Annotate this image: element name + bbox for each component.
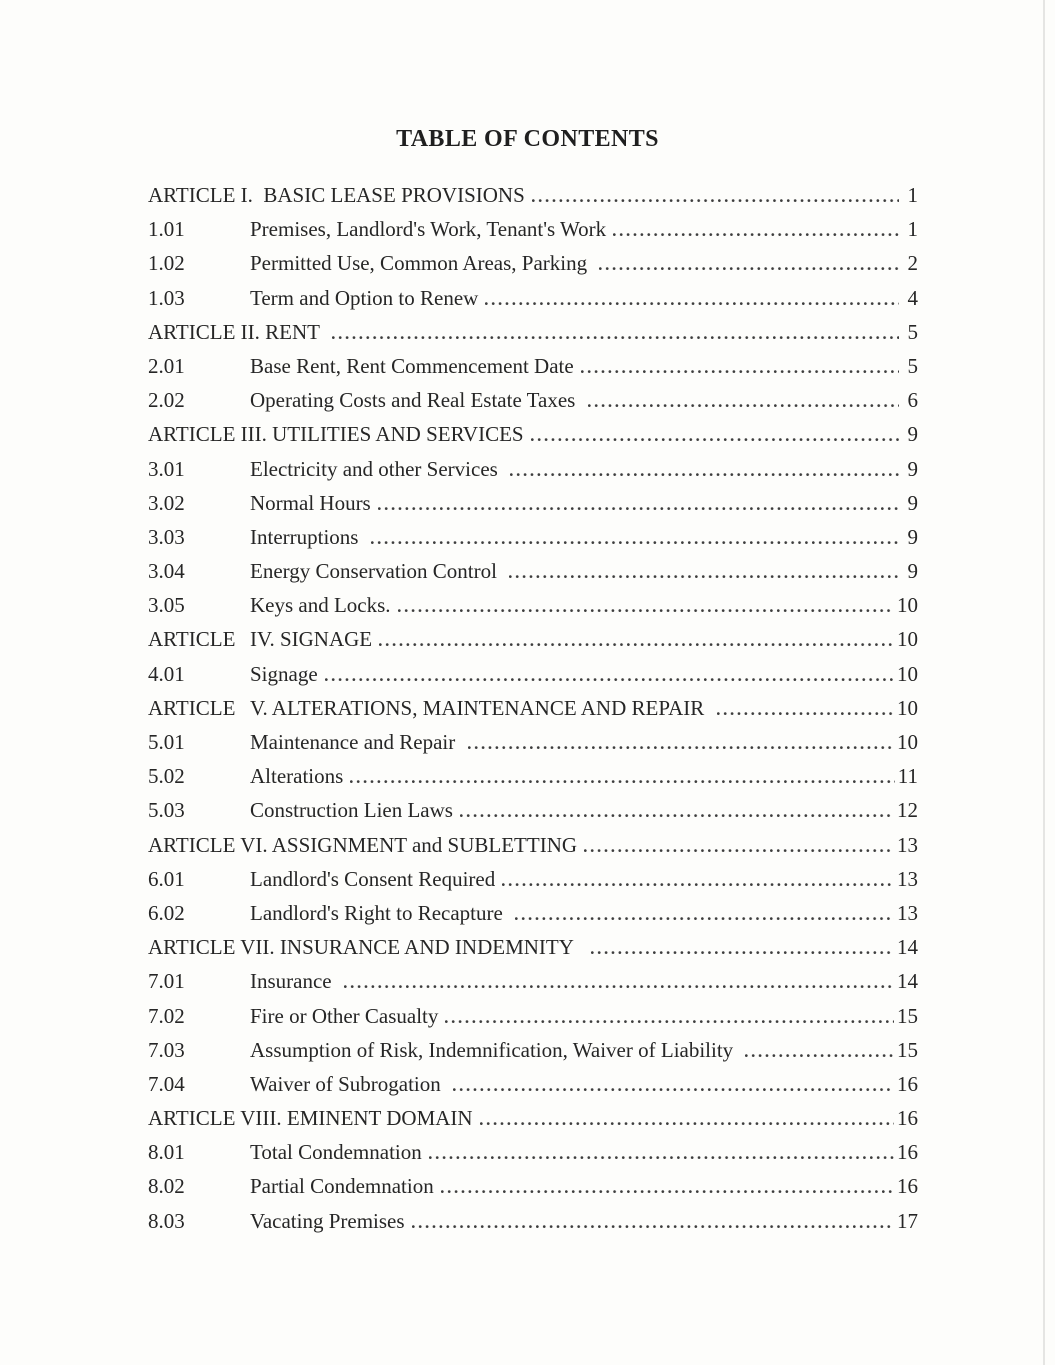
entry-page: 13 <box>897 900 918 925</box>
entry-title: Operating Costs and Real Estate Taxes <box>250 388 581 413</box>
dotted-leader <box>429 1155 894 1159</box>
entry-title: Signage <box>250 661 318 686</box>
entry-page: 14 <box>897 969 918 994</box>
entry-number: 5.02 <box>148 764 185 789</box>
toc-entry <box>148 281 918 315</box>
entry-title: Vacating Premises <box>250 1208 405 1233</box>
toc-entry <box>148 828 918 862</box>
entry-page: 16 <box>897 1106 918 1131</box>
dotted-leader <box>344 984 894 988</box>
entry-number: 8.03 <box>148 1208 185 1233</box>
dotted-leader <box>480 1121 894 1125</box>
scan-edge-artifact <box>1043 0 1045 1365</box>
entry-number: 8.02 <box>148 1174 185 1199</box>
toc-entry <box>148 793 918 827</box>
entry-number: 3.02 <box>148 490 185 515</box>
entry-title: Total Condemnation <box>250 1140 422 1165</box>
toc-entry <box>148 246 918 280</box>
dotted-leader <box>412 1224 894 1228</box>
toc-entry <box>148 691 918 725</box>
entry-number: 3.03 <box>148 524 185 549</box>
toc-entry <box>148 1204 918 1238</box>
dotted-leader <box>591 950 894 954</box>
toc-entry <box>148 383 918 417</box>
entry-number: 5.01 <box>148 730 185 754</box>
entry-title: Insurance <box>250 969 337 994</box>
dotted-leader <box>378 506 899 510</box>
dotted-leader <box>584 848 894 852</box>
entry-title: Base Rent, Rent Commencement Date <box>250 353 574 378</box>
toc-entry <box>148 1033 918 1067</box>
entry-number: ARTICLE <box>148 627 236 652</box>
toc-entry <box>148 964 918 998</box>
toc-entry <box>148 622 918 656</box>
entry-page: 10 <box>897 593 918 618</box>
toc-entry <box>148 1135 918 1169</box>
dotted-leader <box>453 1087 894 1091</box>
entry-page: 5 <box>907 353 918 378</box>
entry-number: 7.04 <box>148 1071 185 1096</box>
entry-page: 11 <box>897 764 918 789</box>
entry-number: 1.02 <box>148 251 185 276</box>
entry-number: ARTICLE <box>148 695 236 720</box>
toc-entry <box>148 315 918 349</box>
toc-entry <box>148 759 918 793</box>
entry-page: 14 <box>897 935 918 960</box>
toc-entry <box>148 1101 918 1135</box>
dotted-leader <box>613 232 899 236</box>
dotted-leader <box>509 574 899 578</box>
toc-entry <box>148 930 918 964</box>
toc-list <box>148 178 918 1238</box>
entry-number: 4.01 <box>148 661 185 686</box>
dotted-leader <box>532 198 899 202</box>
entry-number: 6.01 <box>148 866 185 891</box>
entry-page: 13 <box>897 832 918 857</box>
dotted-leader <box>510 472 899 476</box>
entry-page: 9 <box>907 559 918 584</box>
entry-title: Assumption of Risk, Indemnification, Waiver of Liability <box>250 1037 739 1062</box>
dotted-leader <box>379 642 894 646</box>
entry-page: 6 <box>907 388 918 413</box>
entry-page: 4 <box>907 285 918 310</box>
entry-number: 2.01 <box>148 353 185 378</box>
entry-title: Interruptions <box>250 524 364 549</box>
dotted-leader <box>515 916 894 920</box>
dotted-leader <box>441 1189 894 1193</box>
entry-page: 12 <box>897 798 918 823</box>
dotted-leader <box>599 266 899 270</box>
entry-title: ARTICLE VI. ASSIGNMENT and SUBLETTING <box>148 832 578 857</box>
entry-title: Partial Condemnation <box>250 1174 434 1199</box>
entry-title: ARTICLE II. RENT <box>148 319 325 344</box>
dotted-leader <box>468 745 895 749</box>
entry-title: Electricity and other Services <box>250 456 504 481</box>
dotted-leader <box>588 403 899 407</box>
dotted-leader <box>325 677 894 681</box>
entry-number: 7.01 <box>148 969 185 994</box>
entry-number: 7.02 <box>148 1003 185 1028</box>
entry-number: 6.02 <box>148 900 185 925</box>
toc-entry <box>148 212 918 246</box>
entry-title: V. ALTERATIONS, MAINTENANCE AND REPAIR <box>250 695 710 720</box>
entry-page: 13 <box>897 866 918 891</box>
entry-title: Permitted Use, Common Areas, Parking <box>250 251 593 276</box>
entry-page: 15 <box>897 1037 918 1062</box>
entry-title: Energy Conservation Control <box>250 559 503 584</box>
toc-entry <box>148 486 918 520</box>
dotted-leader <box>581 369 899 373</box>
entry-number: 8.01 <box>148 1140 185 1165</box>
entry-page: 9 <box>907 490 918 515</box>
entry-page: 10 <box>897 695 918 720</box>
entry-title: ARTICLE VIII. EMINENT DOMAIN <box>148 1106 473 1131</box>
entry-title: Term and Option to Renew <box>250 285 479 310</box>
entry-number: 7.03 <box>148 1037 185 1062</box>
entry-title: Premises, Landlord's Work, Tenant's Work <box>250 217 607 242</box>
entry-title: Landlord's Consent Required <box>250 866 496 891</box>
entry-title: Construction Lien Laws <box>250 798 453 823</box>
entry-page: 16 <box>897 1071 918 1096</box>
entry-page: 10 <box>897 730 918 754</box>
toc-entry <box>148 178 918 212</box>
entry-number: 3.01 <box>148 456 185 481</box>
entry-page: 17 <box>897 1208 918 1233</box>
entry-page: 1 <box>907 183 918 207</box>
toc-entry <box>148 862 918 896</box>
toc-entry <box>148 896 918 930</box>
dotted-leader <box>717 711 894 715</box>
entry-page: 1 <box>907 217 918 242</box>
toc-entry <box>148 349 918 383</box>
dotted-leader <box>445 1019 894 1023</box>
entry-title: Keys and Locks. <box>250 593 391 618</box>
entry-number: 2.02 <box>148 388 185 413</box>
toc-entry <box>148 657 918 691</box>
toc-entry <box>148 1169 918 1203</box>
entry-page: 2 <box>907 251 918 276</box>
dotted-leader <box>745 1053 894 1057</box>
dotted-leader <box>398 608 894 612</box>
toc-entry <box>148 554 918 588</box>
entry-page: 9 <box>907 456 918 481</box>
dotted-leader <box>502 882 894 886</box>
entry-title: Normal Hours <box>250 490 371 515</box>
toc-entry <box>148 999 918 1033</box>
entry-page: 10 <box>897 627 918 652</box>
entry-title: Fire or Other Casualty <box>250 1003 439 1028</box>
entry-title: ARTICLE III. UTILITIES AND SERVICES <box>148 422 524 447</box>
entry-page: 9 <box>907 524 918 549</box>
entry-page: 16 <box>897 1174 918 1199</box>
entry-page: 16 <box>897 1140 918 1165</box>
entry-number: 5.03 <box>148 798 185 823</box>
entry-title: Landlord's Right to Recapture <box>250 900 509 925</box>
entry-number: 3.04 <box>148 559 185 584</box>
dotted-leader <box>531 437 899 441</box>
dotted-leader <box>332 335 899 339</box>
toc-entry <box>148 452 918 486</box>
entry-number: 1.01 <box>148 217 185 242</box>
dotted-leader <box>350 779 894 783</box>
toc-entry <box>148 417 918 451</box>
entry-page: 15 <box>897 1003 918 1028</box>
toc-entry <box>148 725 918 759</box>
toc-entry <box>148 520 918 554</box>
entry-number: 1.03 <box>148 285 185 310</box>
entry-page: 5 <box>907 319 918 344</box>
entry-title: Waiver of Subrogation <box>250 1071 447 1096</box>
entry-title: ARTICLE I. BASIC LEASE PROVISIONS <box>148 183 525 207</box>
entry-page: 9 <box>907 422 918 447</box>
toc-entry <box>148 588 918 622</box>
entry-title: IV. SIGNAGE <box>250 627 373 652</box>
dotted-leader <box>460 813 894 817</box>
toc-entry <box>148 1067 918 1101</box>
entry-title: Maintenance and Repair <box>250 730 461 754</box>
entry-title: ARTICLE VII. INSURANCE AND INDEMNITY <box>148 935 584 960</box>
page-title: TABLE OF CONTENTS <box>396 126 659 152</box>
entry-title: Alterations <box>250 764 344 789</box>
entry-page: 10 <box>897 661 918 686</box>
dotted-leader <box>485 301 899 305</box>
entry-number: 3.05 <box>148 593 185 618</box>
dotted-leader <box>371 540 899 544</box>
